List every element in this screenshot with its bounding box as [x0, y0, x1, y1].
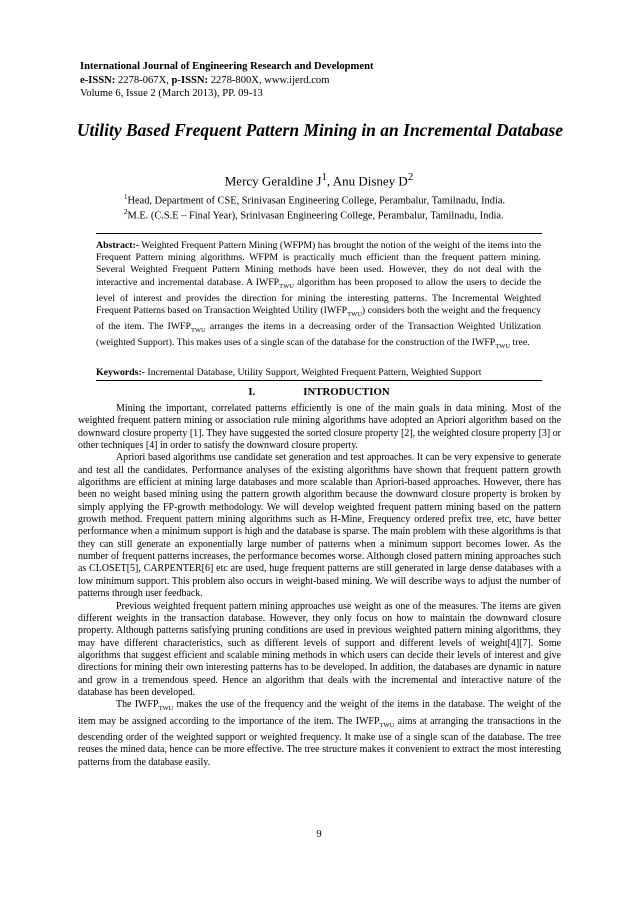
keywords-text: Incremental Database, Utility Support, Weighted Frequent Pattern, Weighted Support — [144, 367, 482, 378]
volume-line: Volume 6, Issue 2 (March 2013), PP. 09-13 — [80, 88, 263, 99]
author-2-sup: 2 — [407, 171, 414, 183]
paragraph-3: Previous weighted frequent pattern mining approaches use weight as one of the measures. The items are given different weights in the transaction database. However, they only focus on how to maintain the downward closure property. Although patterns satisfying pruning conditions are used in previous weighted pattern mining algorithms, they may have different characteristics, such as different levels of support and different levels of weight[4][7]. Some algorithms that suggest efficient and scalable mining methods in which users can decide their levels of interest and give directions for mining their own interesting patterns has to be developed. In addition, the databases are dynamic in nature and grow in a tremendous speed. Hence an algorithm that deals with the incremental and interactive nature of the database has been developed. — [78, 600, 561, 698]
author-2: , Anu Disney D — [326, 173, 408, 189]
journal-name: International Journal of Engineering Research and Development — [80, 61, 374, 72]
paragraph-4 — [78, 699, 561, 769]
p4-text-2: makes the use of the frequency and the weight of the items in the database. The weight of the item may be assigned according to the importance of the item. The IWFP — [78, 699, 561, 727]
abstract-label: Abstract:- — [96, 240, 139, 251]
section-number: I. — [248, 386, 256, 398]
abstract-text-2: algorithm has been proposed to allow the users to decide the level of interest and provides the direction for mining the interesting patterns. The Incremental Weighted Frequent Patterns based on Transaction Weighted Utility (IWFP — [96, 276, 541, 316]
abstract-sub-1: TWU — [279, 282, 294, 290]
keywords-label: Keywords:- — [96, 367, 145, 378]
p4-text-1: The IWFP — [116, 699, 159, 711]
p-issn-label: p-ISSN: — [171, 74, 209, 86]
affiliation-1-text: Head, Department of CSE, Srinivasan Engineering College, Perambalur, Tamilnadu, India. — [127, 195, 506, 207]
p-issn: 2278-800X, www.ijerd.com — [208, 74, 330, 86]
affiliation-2 — [124, 205, 504, 223]
paragraph-2: Apriori based algorithms use candidate set generation and test approaches. It can be very expensive to generate and test all the candidates. Performance analyses of the existing algorithms have shown that frequent pattern growth algorithms are efficient at mining large databases and more scalable than Apriori-based approaches. However, there has been no weight based mining using the pattern growth algorithm because the downward closure property is broken by simply applying the FP-growth methodology. We will develop weighted frequent pattern mining based on the pattern growth method. Frequent pattern mining algorithms such as H-Mine, Frequency ordered prefix tree, etc, have better performance when a minimum support is high and the database is sparse. The main problem with these algorithms is that they can still generate an exponentially large number of patterns when a minimum support becomes lower. As the number of frequent patterns increases, the performance becomes worse. Although closed pattern mining approaches such as CLOSET[5], CARPENTER[6] etc are used, huge frequent patterns are still generated in large dense databases with a low minimum support. This problem also occurs in weight-based mining. We will describe ways to adjust the number of patterns through user feedback. — [78, 452, 561, 600]
journal-header — [80, 60, 374, 101]
body-text — [78, 403, 561, 769]
p4-sub-2: TWU — [379, 721, 395, 729]
p4-sub-1: TWU — [158, 705, 174, 713]
abstract-sub-2: TWU — [347, 310, 362, 318]
affiliation-2-text: M.E. (C.S.E – Final Year), Srinivasan Engineering College, Perambalur, Tamilnadu, India. — [127, 210, 504, 222]
abstract-block — [96, 240, 541, 353]
author-line — [0, 171, 638, 189]
author-1-sup: 1 — [321, 171, 327, 183]
section-title: INTRODUCTION — [303, 386, 390, 398]
paper-title: Utility Based Frequent Pattern Mining in an Incremental Database — [76, 120, 564, 140]
abstract-bottom-rule — [96, 380, 542, 381]
abstract — [96, 240, 541, 353]
abstract-text-3: ) considers both the weight and the frequency of the item. The IWFP — [96, 304, 541, 333]
abstract-text-1: Weighted Frequent Pattern Mining (WFPM) has brought the notion of the weight of the items into the Frequent Pattern mining algorithms. WFPM is practically much efficient than the frequent pattern mining. Several Weighted Frequent Pattern Mining methods have been used. However, they do not deal with the interactive and incremental database. A IWFP — [96, 240, 541, 288]
affiliation-1-sup: 1 — [124, 193, 128, 201]
affiliation-2-sup: 2 — [124, 208, 128, 216]
page-number: 9 — [316, 829, 322, 840]
abstract-sub-3: TWU — [190, 327, 206, 335]
keywords — [96, 367, 541, 378]
abstract-sub-4: TWU — [495, 343, 511, 351]
e-issn-label: e-ISSN: — [80, 74, 116, 86]
e-issn: 2278-067X, — [115, 74, 172, 86]
abstract-text-5: tree. — [510, 337, 530, 349]
section-heading — [0, 386, 638, 398]
author-1: Mercy Geraldine J — [224, 173, 322, 189]
p4-text-3: aims at arranging the transactions in the descending order of the weighted support or weighted frequency. It make use of a single scan of the database. The tree reuses the mined data, hence can be more effective. The tree structure makes it convenient to extract the most interesting patterns from the database easily. — [78, 715, 561, 768]
issn-line — [80, 74, 374, 88]
abstract-top-rule — [96, 233, 542, 234]
paragraph-1: Mining the important, correlated patterns efficiently is one of the main goals in data mining. Most of the weighted frequent pattern mining or association rule mining algorithms have adopted an Apriori algorithm based on the downward closure property [1]. They have suggested the sorted closure property [2], the weighted closure property [3] or other techniques [4] in order to satisfy the downward closure property. — [78, 403, 561, 452]
abstract-text-4: arranges the items in a decreasing order of the Transaction Weighted Utilization (weighted Support). This makes uses of a single scan of the database for the construction of the IWFP — [96, 321, 541, 349]
